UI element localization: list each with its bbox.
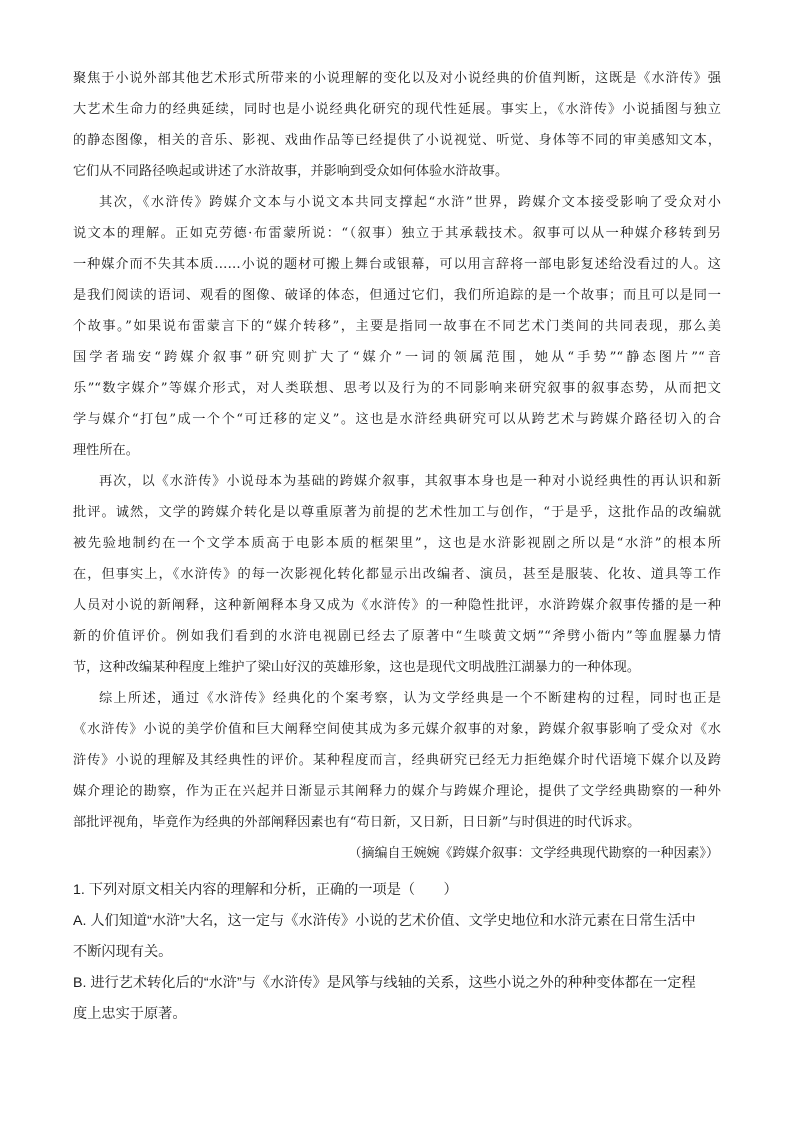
passage-line: 浒传》小说的理解及其经典性的评价。某种程度而言，经典研究已经无力拒绝媒介时代语境下媒介以及跨 [73,753,721,768]
passage-line: 被先验地制约在一个文学本质高于电影本质的框架里”，这也是水浒影视剧之所以是“水浒”的根本所 [73,536,721,551]
passage-line: 学与媒介“打包”成一个个“可迁移的定义”。这也是水浒经典研究可以从跨艺术与跨媒介路径切入的合 [73,412,721,427]
passage-line: 人员对小说的新阐释，这种新阐释本身又成为《水浒传》的一种隐性批评，水浒跨媒介叙事传播的是一种 [73,598,721,613]
passage-line: 一种媒介而不失其本质……小说的题材可搬上舞台或银幕，可以用言辞将一部电影复述给没看过的人。这 [73,257,721,272]
passage-line: 《水浒传》小说的美学价值和巨大阐释空间使其成为多元媒介叙事的对象，跨媒介叙事影响了受众对《水 [73,722,721,737]
passage-line: 大艺术生命力的经典延续，同时也是小说经典化研究的现代性延展。事实上，《水浒传》小说插图与独立 [73,102,721,117]
article-body [73,63,721,869]
option-a[interactable]: A. 人们知道“水浒”大名，这一定与《水浒传》小说的艺术价值、文学史地位和水浒元素在日常生活中 [73,913,696,929]
source-citation: （摘编自王婉婉《跨媒介叙事：文学经典现代勘察的一种因素》） [348,846,719,861]
option-b[interactable]: B. 进行艺术转化后的“水浒”与《水浒传》是风筝与线轴的关系，这些小说之外的种种变体都在一定程 [73,975,696,991]
passage-line: 其次，《水浒传》跨媒介文本与小说文本共同支撑起“水浒”世界，跨媒介文本接受影响了受众对小 [99,195,721,210]
passage-line: 在，但事实上，《水浒传》的每一次影视化转化都显示出改编者、演员，甚至是服装、化妆、道具等工作 [73,567,721,582]
passage-line: 个故事。”如果说布雷蒙言下的“媒介转移”，主要是指同一故事在不同艺术门类间的共同表现，那么美 [73,319,721,334]
passage-line: 再次，以《水浒传》小说母本为基础的跨媒介叙事，其叙事本身也是一种对小说经典性的再认识和新 [99,474,721,489]
question-block [73,875,721,1030]
passage-line: 部批评视角，毕竟作为经典的外部阐释因素也有“苟日新，又日新，日日新”与时俱进的时代诉求。 [73,815,641,830]
passage-line: 综上所述，通过《水浒传》经典化的个案考察，认为文学经典是一个不断建构的过程，同时也正是 [99,691,721,706]
passage-line: 新的价值评价。例如我们看到的水浒电视剧已经去了原著中“生啖黄文炳”“斧劈小衙内”等血腥暴力情 [73,629,721,644]
option-a-continued: 不断闪现有关。 [73,944,173,960]
passage-line: 它们从不同路径唤起或讲述了水浒故事，并影响到受众如何体验水浒故事。 [73,164,509,179]
passage-line: 的静态图像，相关的音乐、影视、戏曲作品等已经提供了小说视觉、听觉、身体等不同的审美感知文本， [73,133,721,148]
passage-line: 国学者瑞安“跨媒介叙事”研究则扩大了“媒介”一词的领属范围，她从“手势”“静态图片”“音 [73,350,721,365]
passage-line: 乐”“数字媒介”等媒介形式，对人类联想、思考以及行为的不同影响来研究叙事的叙事态势，从而把文 [73,381,721,396]
passage-line: 媒介理论的勘察，作为正在兴起并日渐显示其阐释力的媒介与跨媒介理论，提供了文学经典勘察的一种外 [73,784,721,799]
passage-line: 理性所在。 [73,443,139,458]
passage-line: 说文本的理解。正如克劳德·布雷蒙所说：“（叙事）独立于其承载技术。叙事可以从一种媒介移转到另 [73,226,721,241]
question-stem: 1. 下列对原文相关内容的理解和分析，正确的一项是（ ） [73,882,458,898]
passage-line: 聚焦于小说外部其他艺术形式所带来的小说理解的变化以及对小说经典的价值判断，这既是《水浒传》强 [73,71,721,86]
option-b-continued: 度上忠实于原著。 [73,1006,187,1022]
passage-line: 批评。诚然，文学的跨媒介转化是以尊重原著为前提的艺术性加工与创作，“于是乎，这批作品的改编就 [73,505,721,520]
passage-line: 是我们阅读的语词、观看的图像、破译的体态，但通过它们，我们所追踪的是一个故事；而且可以是同一 [73,288,721,303]
passage-line: 节，这种改编某种程度上维护了梁山好汉的英雄形象，这也是现代文明战胜江湖暴力的一种体现。 [73,660,641,675]
